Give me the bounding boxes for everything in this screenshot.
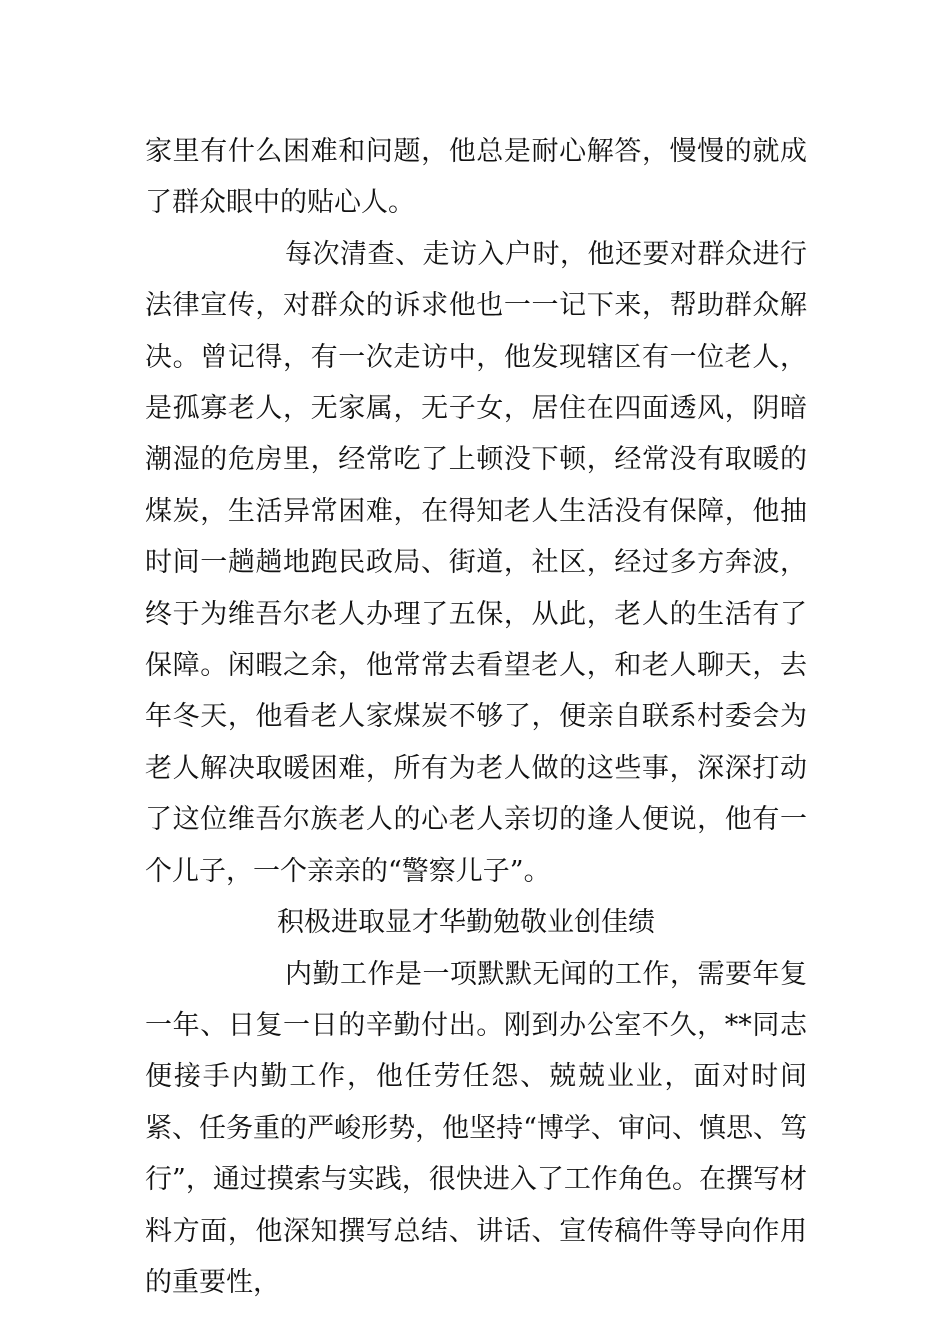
paragraph-elderly-care: 每次清查、走访入户时，他还要对群众进行法律宣传，对群众的诉求他也一一记下来，帮助群众解决。曾记得，有一次走访中，他发现辖区有一位老人，是孤寡老人，无家属，无子女，居住在四面透风，阴暗潮湿的危房里，经常吃了上顿没下顿，经常没有取暖的煤炭，生活异常困难，在得知老人生活没有保障，他抽时间一趟趟地跑民政局、街道，社区，经过多方奔波，终于为维吾尔老人办理了五保，从此，老人的生活有了保障。闲暇之余，他常常去看望老人，和老人聊天，去年冬天，他看老人家煤炭不够了，便亲自联系村委会为老人解决取暖困难，所有为老人做的这些事，深深打动了这位维吾尔族老人的心老人亲切的逢人便说，他有一个儿子，一个亲亲的“警察儿子”。 <box>145 238 807 887</box>
paragraph-continuation: 家里有什么困难和问题，他总是耐心解答，慢慢的就成了群众眼中的贴心人。 <box>145 136 807 219</box>
paragraph-office-work: 内勤工作是一项默默无闻的工作，需要年复一年、日复一日的辛勤付出。刚到办公室不久，**同志便接手内勤工作，他任劳任怨、兢兢业业，面对时间紧、任务重的严峻形势，他坚持“博学、审问、慎思、笃行”，通过摸索与实践，很快进入了工作角色。在撰写材料方面，他深知撰写总结、讲话、宣传稿件等导向作用的重要性， <box>145 958 807 1298</box>
document-body <box>145 126 807 1308</box>
section-heading: 积极进取显才华勤勉敬业创佳绩 <box>277 907 655 939</box>
